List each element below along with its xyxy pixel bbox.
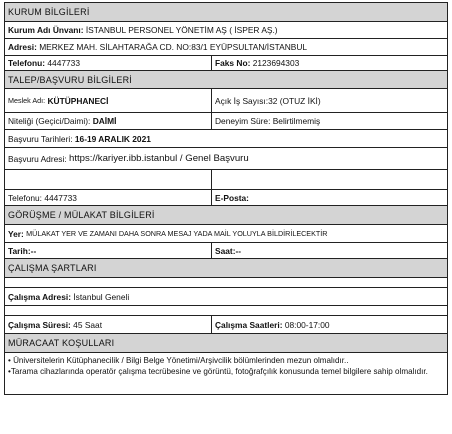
label-nitelik: Niteliği (Geçici/Daimi):	[8, 116, 91, 126]
label-yer: Yer:	[8, 228, 24, 239]
value-basvuru-tarih: 16-19 ARALIK 2021	[74, 133, 151, 144]
row-kurum-unvan	[4, 21, 448, 38]
value-nitelik: DAİMİ	[92, 116, 117, 126]
row-muracaat-kosullar	[4, 352, 448, 395]
row-talep-iletisim	[4, 189, 448, 205]
row-kurum-adres	[4, 38, 448, 55]
value-saat: --	[235, 245, 242, 256]
value-gorusme-tarih: --	[30, 245, 37, 256]
row-calisma-sure	[4, 315, 448, 333]
row-gorusme-yer	[4, 224, 448, 242]
section-title: GÖRÜŞME / MÜLAKAT BİLGİLERİ	[8, 210, 155, 220]
value-unvan: İSTANBUL PERSONEL YÖNETİM AŞ ( İSPER AŞ.)	[85, 25, 278, 35]
section-header-calisma	[4, 258, 448, 277]
label-basvuru-adres: Başvuru Adresi:	[8, 153, 67, 164]
row-talep-blank	[4, 169, 448, 189]
row-talep-meslek	[4, 88, 448, 112]
label-telefon: Telefonu:	[8, 58, 46, 68]
value-calisma-adres: İstanbul Geneli	[73, 291, 130, 302]
value-acik-is: 32 (OTUZ İKİ)	[268, 95, 321, 106]
label-calisma-saatleri: Çalışma Saatleri:	[215, 319, 283, 330]
value-calisma-saatleri: 08:00-17:00	[284, 319, 330, 330]
value-adres: MERKEZ MAH. SİLAHTARAĞA CD. NO:83/1 EYÜPSULTAN/İSTANBUL	[39, 42, 308, 52]
row-talep-nitelik	[4, 112, 448, 129]
label-faks: Faks No:	[215, 58, 251, 68]
value-calisma-sure: 45 Saat	[73, 319, 103, 330]
label-calisma-adres: Çalışma Adresi:	[8, 291, 71, 302]
row-talep-adres	[4, 147, 448, 169]
section-title: ÇALIŞMA ŞARTLARI	[8, 263, 97, 273]
value-deneyim: Belirtilmemiş	[272, 116, 321, 126]
value-talep-telefon: 4447733	[44, 192, 77, 203]
section-title: TALEP/BAŞVURU BİLGİLERİ	[8, 74, 132, 85]
section-header-kurum	[4, 2, 448, 21]
label-unvan: Kurum Adı Ünvanı:	[8, 25, 84, 35]
label-acik-is: Açık İş Sayısı:	[215, 95, 269, 106]
job-posting-form	[4, 2, 448, 395]
value-telefon: 4447733	[47, 58, 80, 68]
section-header-gorusme	[4, 205, 448, 224]
label-gorusme-tarih: Tarih:	[8, 245, 31, 256]
label-deneyim: Deneyim Süre:	[215, 116, 271, 126]
value-faks: 2123694303	[252, 58, 300, 68]
value-basvuru-adres: https://kariyer.ibb.istanbul / Genel Başvuru	[68, 153, 249, 164]
label-basvuru-tarih: Başvuru Tarihleri:	[8, 133, 73, 144]
label-saat: Saat:	[215, 245, 236, 256]
section-header-talep	[4, 70, 448, 88]
row-calisma-adres	[4, 287, 448, 305]
value-yer: MÜLAKAT YER VE ZAMANI DAHA SONRA MESAJ YADA MAİL YOLUYLA BİLDİRİLECEKTİR	[26, 229, 328, 238]
row-calisma-spacer	[4, 277, 448, 287]
row-talep-tarih	[4, 129, 448, 147]
section-title: MÜRACAAT KOŞULLARI	[8, 338, 115, 348]
requirements-list	[5, 353, 431, 380]
row-kurum-telefon	[4, 55, 448, 70]
requirement-item: •Tarama cihazlarında operatör çalışma tecrübesine ve görüntü, fotoğrafçılık konusunda temel bilgilere sahip olmalıdır.	[8, 366, 428, 376]
label-meslek: Meslek Adı:	[8, 96, 46, 105]
row-calisma-spacer-2	[4, 305, 448, 315]
section-title: KURUM BİLGİLERİ	[8, 7, 90, 17]
section-header-muracaat	[4, 333, 448, 352]
row-gorusme-tarih	[4, 242, 448, 258]
requirement-item: • Üniversitelerin Kütüphanecilik / Bilgi Belge Yönetimi/Arşivcilik bölümlerinden mezun olmalıdır..	[8, 356, 349, 365]
label-calisma-sure: Çalışma Süresi:	[8, 319, 71, 330]
label-talep-telefon: Telefonu:	[8, 192, 42, 203]
label-adres: Adresi:	[8, 42, 37, 52]
label-eposta: E-Posta:	[215, 192, 249, 203]
value-meslek: KÜTÜPHANECİ	[47, 95, 109, 106]
